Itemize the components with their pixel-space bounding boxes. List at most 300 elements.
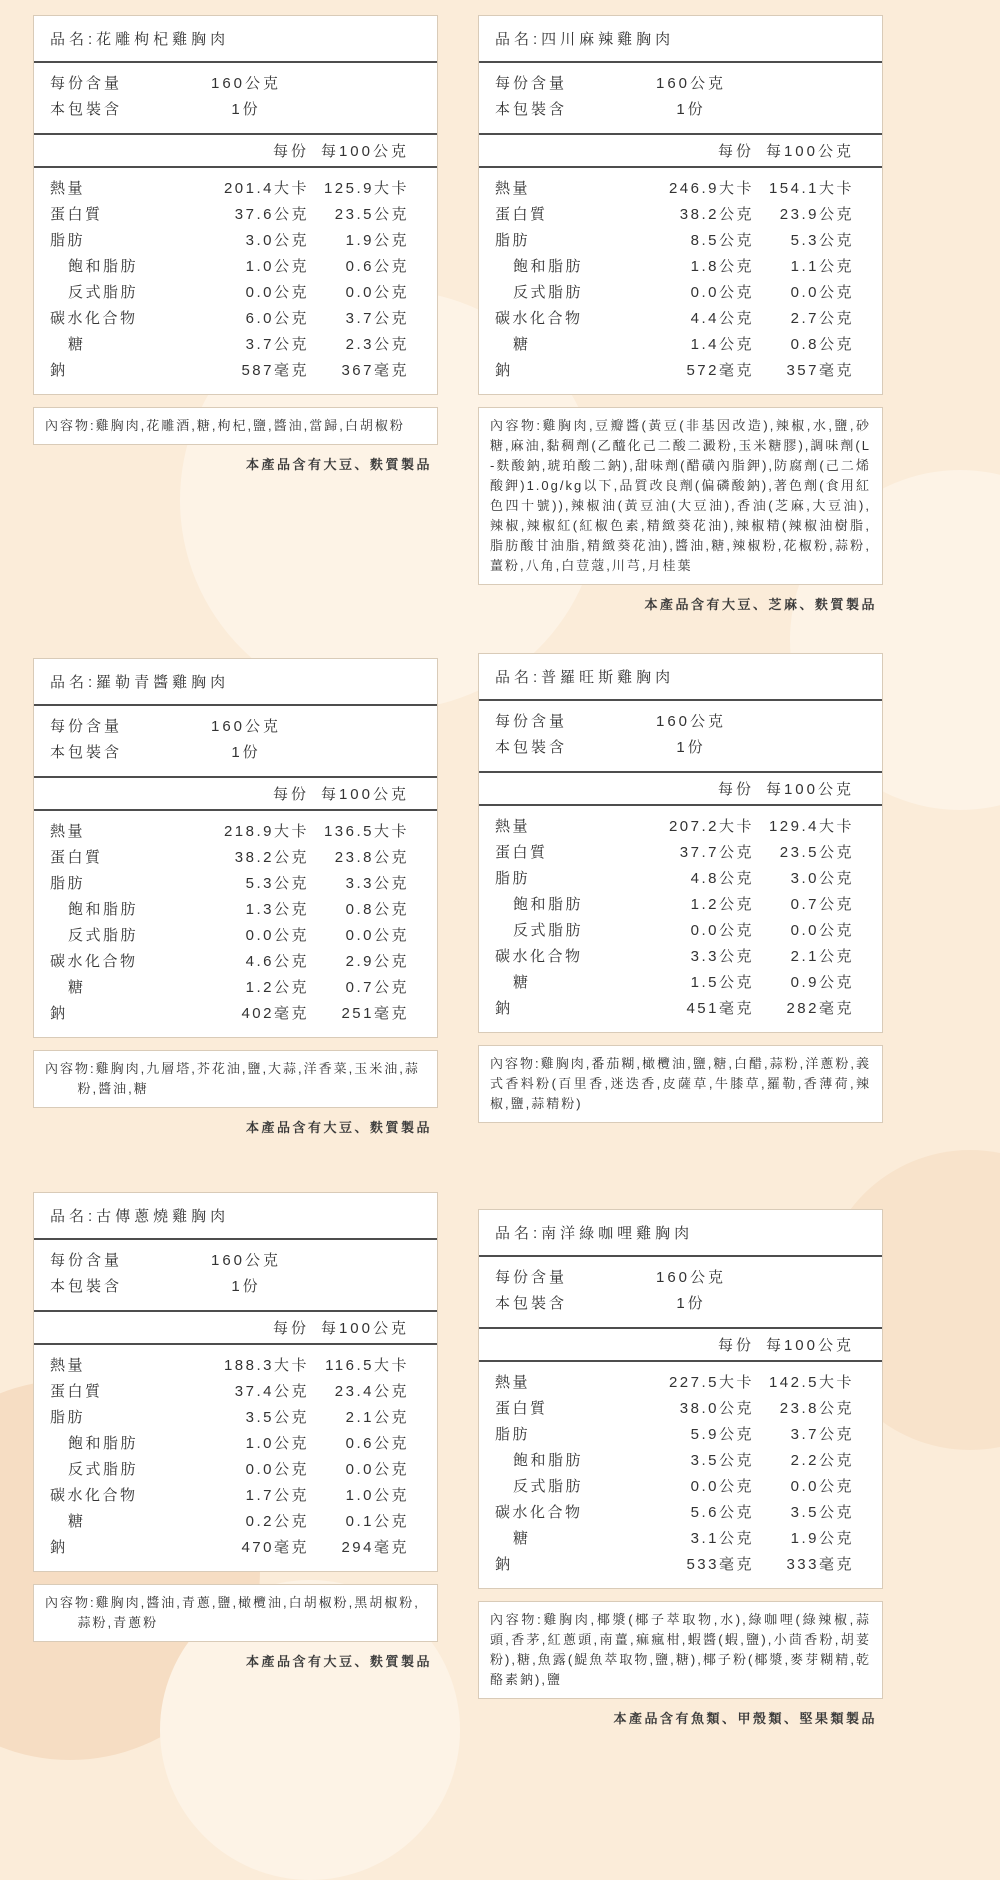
per-100g-value: 2.9公克 — [345, 953, 409, 970]
product-name-row — [34, 16, 437, 61]
serving-info-section — [34, 61, 437, 133]
nutrient-label: 飽和脂肪 — [513, 896, 584, 913]
nutrient-row-calories — [50, 176, 409, 202]
per-serving-value: 1.3公克 — [245, 901, 309, 918]
per-100g-value: 0.0公克 — [790, 1478, 854, 1495]
product-name: 古傳蔥燒雞胸肉 — [96, 1208, 230, 1225]
nutrient-label: 鈉 — [50, 1005, 68, 1022]
nutrients-table — [34, 1343, 437, 1571]
per-100g-value: 0.9公克 — [790, 974, 854, 991]
per-serving-value: 5.9公克 — [690, 1426, 754, 1443]
nutrient-row-trans-fat — [495, 280, 854, 306]
product-name-row — [479, 16, 882, 61]
package-servings-value: 1份 — [676, 1295, 706, 1312]
nutrient-row-saturated-fat — [495, 1448, 854, 1474]
ingredients-text: 內容物:雞胸肉,豆瓣醬(黃豆(非基因改造),辣椒,水,鹽,砂糖,麻油,黏稠劑(乙醯化己二酸二澱粉,玉米糖膠),調味劑(L-麩酸鈉,琥珀酸二鈉),甜味劑(醋磺內脂鉀),防腐劑(己二烯酸鉀)1.0g/kg以下,品質改良劑(偏磷酸鈉),著色劑(食用紅色四十號)),辣椒油(黃豆油(大豆油),香油(芝麻,大豆油),辣椒,辣椒紅(紅椒色素,精緻葵花油),辣椒精(辣椒油樹脂,脂肪酸甘油脂,精緻葵花油),醬油,糖,辣椒粉,花椒粉,蒜粉,薑粉,八角,白荳蔻,川芎,月桂葉 — [490, 418, 871, 573]
nutrient-label: 碳水化合物 — [50, 310, 138, 327]
per-serving-value: 37.4公克 — [234, 1383, 309, 1400]
nutrient-row-fat — [495, 866, 854, 892]
nutrient-label: 反式脂肪 — [513, 1478, 584, 1495]
per-serving-value: 246.9大卡 — [668, 180, 754, 197]
nutrient-row-sugar — [50, 1509, 409, 1535]
per-serving-value: 3.0公克 — [245, 232, 309, 249]
per-100g-value: 3.5公克 — [790, 1504, 854, 1521]
nutrient-label: 反式脂肪 — [513, 284, 584, 301]
per-100g-value: 0.0公克 — [790, 922, 854, 939]
product-name-row — [479, 654, 882, 699]
nutrient-row-trans-fat — [50, 1457, 409, 1483]
per-100g-value: 116.5大卡 — [325, 1357, 409, 1374]
per-100g-value: 142.5大卡 — [768, 1374, 854, 1391]
per-100g-value: 0.0公克 — [790, 284, 854, 301]
serving-info-section — [479, 1255, 882, 1327]
per-100g-value: 0.0公克 — [345, 284, 409, 301]
product-name-row — [34, 659, 437, 704]
per-100g-column-header: 每100公克 — [320, 786, 409, 803]
per-100g-value: 2.3公克 — [345, 336, 409, 353]
per-100g-column-header: 每100公克 — [765, 781, 854, 798]
nutrient-label: 飽和脂肪 — [513, 1452, 584, 1469]
per-100g-value: 2.2公克 — [790, 1452, 854, 1469]
per-serving-value: 1.2公克 — [245, 979, 309, 996]
per-serving-value: 37.7公克 — [679, 844, 754, 861]
product-name: 南洋綠咖哩雞胸肉 — [541, 1225, 694, 1242]
serving-size-value: 160公克 — [655, 75, 727, 92]
nutrient-row-fat — [495, 228, 854, 254]
nutrient-label: 反式脂肪 — [68, 284, 139, 301]
nutrient-label: 脂肪 — [495, 1426, 531, 1443]
nutrient-label: 碳水化合物 — [50, 953, 138, 970]
per-serving-value: 1.2公克 — [690, 896, 754, 913]
nutrient-row-sodium — [50, 1535, 409, 1561]
per-100g-value: 0.8公克 — [790, 336, 854, 353]
serving-size-row — [479, 1265, 882, 1291]
per-serving-value: 8.5公克 — [690, 232, 754, 249]
per-100g-value: 23.8公克 — [334, 849, 409, 866]
per-serving-value: 3.7公克 — [245, 336, 309, 353]
package-servings-row — [34, 97, 437, 123]
product-name-label: 品名: — [495, 1225, 542, 1242]
nutrient-row-calories — [495, 176, 854, 202]
package-servings-row — [479, 1291, 882, 1317]
nutrient-row-saturated-fat — [50, 1431, 409, 1457]
serving-size-label: 每份含量 — [50, 75, 123, 92]
nutrition-label-card — [33, 15, 438, 473]
nutrition-label-card — [33, 1192, 438, 1670]
nutrient-row-fat — [495, 1422, 854, 1448]
serving-size-value: 160公克 — [210, 718, 282, 735]
nutrient-label: 糖 — [68, 336, 86, 353]
per-serving-value: 4.8公克 — [690, 870, 754, 887]
nutrition-label-card — [478, 1209, 883, 1727]
per-100g-value: 125.9大卡 — [323, 180, 409, 197]
per-100g-value: 367毫克 — [341, 362, 409, 379]
nutrient-row-trans-fat — [50, 923, 409, 949]
nutrient-row-calories — [50, 819, 409, 845]
product-name-row — [34, 1193, 437, 1238]
nutrient-label: 熱量 — [495, 1374, 531, 1391]
per-serving-value: 572毫克 — [686, 362, 754, 379]
nutrient-label: 飽和脂肪 — [513, 258, 584, 275]
nutrient-label: 蛋白質 — [495, 206, 548, 223]
per-serving-value: 0.0公克 — [245, 1461, 309, 1478]
product-name-label: 品名: — [495, 669, 542, 686]
nutrient-row-protein — [495, 202, 854, 228]
ingredients-text: 內容物:雞胸肉,花雕酒,糖,枸杞,鹽,醬油,當歸,白胡椒粉 — [45, 418, 405, 433]
nutrient-label: 鈉 — [495, 1000, 513, 1017]
serving-size-value: 160公克 — [655, 1269, 727, 1286]
ingredients-box — [33, 407, 438, 445]
nutrients-table — [479, 804, 882, 1032]
serving-size-label: 每份含量 — [495, 713, 568, 730]
per-serving-value: 533毫克 — [686, 1556, 754, 1573]
nutrient-label: 糖 — [513, 1530, 531, 1547]
nutrient-row-trans-fat — [495, 918, 854, 944]
per-100g-value: 5.3公克 — [790, 232, 854, 249]
per-serving-value: 38.2公克 — [234, 849, 309, 866]
allergen-note: 本產品含有大豆、麩質製品 — [245, 1654, 432, 1669]
per-serving-column-header: 每份 — [717, 143, 754, 160]
package-servings-label: 本包裝含 — [495, 1295, 568, 1312]
per-100g-value: 0.7公克 — [790, 896, 854, 913]
ingredients-text: 內容物:雞胸肉,椰漿(椰子萃取物,水),綠咖哩(綠辣椒,蒜頭,香茅,紅蔥頭,南薑,痲瘋柑,蝦醬(蝦,鹽),小茴香粉,胡荽粉),糖,魚露(鯷魚萃取物,鹽,糖),椰子粉(椰漿,麥芽糊精,乾酪素鈉),鹽 — [490, 1612, 871, 1687]
nutrient-row-carbohydrate — [495, 1500, 854, 1526]
per-serving-column-header: 每份 — [717, 781, 754, 798]
column-header-row — [479, 1327, 882, 1360]
package-servings-row — [34, 1274, 437, 1300]
per-100g-value: 0.6公克 — [345, 1435, 409, 1452]
nutrient-label: 脂肪 — [50, 1409, 86, 1426]
nutrient-row-saturated-fat — [50, 897, 409, 923]
nutrition-label-card — [478, 15, 883, 613]
nutrients-table — [34, 166, 437, 394]
per-serving-value: 5.3公克 — [245, 875, 309, 892]
per-serving-value: 38.0公克 — [679, 1400, 754, 1417]
nutrient-label: 蛋白質 — [495, 1400, 548, 1417]
nutrient-row-saturated-fat — [495, 254, 854, 280]
nutrient-label: 糖 — [513, 974, 531, 991]
nutrient-label: 碳水化合物 — [50, 1487, 138, 1504]
nutrient-row-sodium — [495, 996, 854, 1022]
nutrition-facts-box — [33, 658, 438, 1038]
per-serving-value: 1.5公克 — [690, 974, 754, 991]
nutrition-facts-box — [478, 653, 883, 1033]
product-name: 普羅旺斯雞胸肉 — [541, 669, 675, 686]
package-servings-label: 本包裝含 — [495, 101, 568, 118]
serving-size-value: 160公克 — [210, 75, 282, 92]
per-100g-value: 3.7公克 — [790, 1426, 854, 1443]
serving-info-section — [34, 1238, 437, 1310]
column-header-row — [479, 133, 882, 166]
nutrient-label: 熱量 — [50, 180, 86, 197]
allergen-note: 本產品含有大豆、麩質製品 — [245, 457, 432, 472]
nutrient-row-saturated-fat — [50, 254, 409, 280]
nutrient-row-sodium — [495, 358, 854, 384]
per-100g-value: 0.8公克 — [345, 901, 409, 918]
left-column — [33, 15, 438, 1670]
per-serving-value: 4.4公克 — [690, 310, 754, 327]
per-serving-value: 227.5大卡 — [668, 1374, 754, 1391]
nutrient-row-carbohydrate — [50, 1483, 409, 1509]
nutrient-label: 脂肪 — [495, 232, 531, 249]
per-100g-value: 3.7公克 — [345, 310, 409, 327]
ingredients-box — [478, 1601, 883, 1699]
per-100g-value: 0.0公克 — [345, 1461, 409, 1478]
per-serving-value: 402毫克 — [241, 1005, 309, 1022]
per-100g-value: 0.1公克 — [345, 1513, 409, 1530]
nutrient-label: 蛋白質 — [50, 206, 103, 223]
product-name-label: 品名: — [50, 674, 97, 691]
per-100g-value: 129.4大卡 — [768, 818, 854, 835]
serving-size-row — [479, 71, 882, 97]
package-servings-row — [34, 740, 437, 766]
nutrient-label: 糖 — [68, 1513, 86, 1530]
ingredients-text: 內容物:雞胸肉,醬油,青蔥,鹽,橄欖油,白胡椒粉,黑胡椒粉,蒜粉,青蔥粉 — [45, 1595, 420, 1630]
per-serving-value: 0.0公克 — [690, 284, 754, 301]
package-servings-value: 1份 — [231, 1278, 261, 1295]
package-servings-value: 1份 — [231, 744, 261, 761]
nutrient-row-sodium — [495, 1552, 854, 1578]
per-serving-value: 5.6公克 — [690, 1504, 754, 1521]
nutrient-row-carbohydrate — [50, 306, 409, 332]
product-name-label: 品名: — [50, 31, 97, 48]
nutrition-label-card — [33, 658, 438, 1136]
per-serving-value: 207.2大卡 — [668, 818, 754, 835]
nutrient-label: 脂肪 — [50, 875, 86, 892]
product-name-row — [479, 1210, 882, 1255]
serving-size-label: 每份含量 — [495, 1269, 568, 1286]
nutrient-row-calories — [495, 814, 854, 840]
nutrient-row-protein — [50, 845, 409, 871]
nutrients-table — [479, 166, 882, 394]
nutrient-row-carbohydrate — [495, 306, 854, 332]
package-servings-row — [479, 735, 882, 761]
per-serving-value: 188.3大卡 — [223, 1357, 309, 1374]
nutrient-row-sugar — [495, 970, 854, 996]
nutrient-row-protein — [495, 840, 854, 866]
nutrient-row-trans-fat — [50, 280, 409, 306]
nutrient-label: 鈉 — [50, 1539, 68, 1556]
per-serving-value: 0.0公克 — [245, 284, 309, 301]
per-serving-column-header: 每份 — [272, 786, 309, 803]
ingredients-text: 內容物:雞胸肉,九層塔,芥花油,鹽,大蒜,洋香菜,玉米油,蒜粉,醬油,糖 — [45, 1061, 420, 1096]
per-serving-column-header: 每份 — [272, 1320, 309, 1337]
nutrition-label-card — [478, 653, 883, 1123]
per-serving-value: 3.5公克 — [690, 1452, 754, 1469]
per-100g-value: 333毫克 — [786, 1556, 854, 1573]
nutrient-row-sugar — [50, 332, 409, 358]
per-serving-value: 1.4公克 — [690, 336, 754, 353]
serving-info-section — [479, 699, 882, 771]
allergen-note: 本產品含有大豆、芝麻、麩質製品 — [644, 597, 877, 612]
per-100g-column-header: 每100公克 — [765, 1337, 854, 1354]
per-serving-value: 38.2公克 — [679, 206, 754, 223]
serving-size-label: 每份含量 — [495, 75, 568, 92]
nutrient-row-protein — [50, 1379, 409, 1405]
per-serving-value: 0.0公克 — [690, 922, 754, 939]
per-100g-value: 1.9公克 — [345, 232, 409, 249]
right-column — [478, 15, 883, 1727]
per-100g-value: 1.1公克 — [790, 258, 854, 275]
per-100g-value: 0.6公克 — [345, 258, 409, 275]
nutrition-facts-box — [478, 1209, 883, 1589]
nutrient-label: 脂肪 — [495, 870, 531, 887]
per-100g-value: 23.4公克 — [334, 1383, 409, 1400]
product-name: 花雕枸杞雞胸肉 — [96, 31, 230, 48]
nutrient-row-carbohydrate — [50, 949, 409, 975]
product-name-label: 品名: — [495, 31, 542, 48]
ingredients-text: 內容物:雞胸肉,番茄糊,橄欖油,鹽,糖,白醋,蒜粉,洋蔥粉,義式香料粉(百里香,迷迭香,皮薩草,牛膝草,羅勒,香薄荷,辣椒,鹽,蒜精粉) — [490, 1056, 871, 1111]
nutrient-label: 鈉 — [495, 1556, 513, 1573]
nutrient-label: 熱量 — [495, 180, 531, 197]
per-100g-value: 2.7公克 — [790, 310, 854, 327]
per-100g-column-header: 每100公克 — [765, 143, 854, 160]
serving-size-row — [479, 709, 882, 735]
nutrient-label: 熱量 — [495, 818, 531, 835]
package-servings-value: 1份 — [231, 101, 261, 118]
column-header-row — [34, 776, 437, 809]
column-header-row — [479, 771, 882, 804]
allergen-note: 本產品含有魚類、甲殼類、堅果類製品 — [613, 1711, 877, 1726]
nutrient-label: 蛋白質 — [495, 844, 548, 861]
nutrient-row-fat — [50, 228, 409, 254]
per-serving-value: 1.0公克 — [245, 258, 309, 275]
serving-size-row — [34, 1248, 437, 1274]
nutrient-row-carbohydrate — [495, 944, 854, 970]
nutrient-row-sugar — [495, 332, 854, 358]
ingredients-box — [478, 407, 883, 585]
per-100g-value: 136.5大卡 — [323, 823, 409, 840]
per-serving-value: 3.3公克 — [690, 948, 754, 965]
nutrient-label: 鈉 — [50, 362, 68, 379]
nutrient-label: 熱量 — [50, 1357, 86, 1374]
per-serving-value: 218.9大卡 — [223, 823, 309, 840]
per-100g-value: 154.1大卡 — [768, 180, 854, 197]
per-100g-value: 1.9公克 — [790, 1530, 854, 1547]
ingredients-box — [33, 1050, 438, 1108]
nutrient-row-sodium — [50, 358, 409, 384]
product-name: 羅勒青醬雞胸肉 — [96, 674, 230, 691]
package-servings-value: 1份 — [676, 101, 706, 118]
serving-size-row — [34, 71, 437, 97]
product-name-label: 品名: — [50, 1208, 97, 1225]
nutrient-label: 碳水化合物 — [495, 1504, 583, 1521]
nutrients-table — [479, 1360, 882, 1588]
per-serving-value: 0.0公克 — [245, 927, 309, 944]
serving-size-label: 每份含量 — [50, 1252, 123, 1269]
per-100g-value: 2.1公克 — [790, 948, 854, 965]
per-100g-value: 282毫克 — [786, 1000, 854, 1017]
per-100g-value: 1.0公克 — [345, 1487, 409, 1504]
per-serving-value: 37.6公克 — [234, 206, 309, 223]
per-100g-value: 3.0公克 — [790, 870, 854, 887]
nutrition-facts-box — [33, 1192, 438, 1572]
per-100g-value: 2.1公克 — [345, 1409, 409, 1426]
per-100g-value: 23.5公克 — [779, 844, 854, 861]
serving-size-value: 160公克 — [655, 713, 727, 730]
per-100g-value: 23.5公克 — [334, 206, 409, 223]
per-serving-value: 451毫克 — [686, 1000, 754, 1017]
package-servings-label: 本包裝含 — [50, 744, 123, 761]
nutrient-row-sugar — [495, 1526, 854, 1552]
per-100g-value: 23.9公克 — [779, 206, 854, 223]
package-servings-label: 本包裝含 — [50, 101, 123, 118]
per-100g-value: 23.8公克 — [779, 1400, 854, 1417]
nutrient-row-fat — [50, 871, 409, 897]
nutrient-label: 糖 — [513, 336, 531, 353]
nutrient-label: 熱量 — [50, 823, 86, 840]
serving-info-section — [479, 61, 882, 133]
per-serving-value: 1.7公克 — [245, 1487, 309, 1504]
nutrient-label: 蛋白質 — [50, 849, 103, 866]
nutrients-table — [34, 809, 437, 1037]
nutrient-label: 反式脂肪 — [68, 927, 139, 944]
nutrient-label: 反式脂肪 — [68, 1461, 139, 1478]
nutrient-row-sugar — [50, 975, 409, 1001]
per-serving-value: 470毫克 — [241, 1539, 309, 1556]
nutrient-label: 碳水化合物 — [495, 310, 583, 327]
package-servings-label: 本包裝含 — [50, 1278, 123, 1295]
per-serving-value: 201.4大卡 — [223, 180, 309, 197]
nutrient-row-sodium — [50, 1001, 409, 1027]
nutrient-label: 脂肪 — [50, 232, 86, 249]
nutrient-label: 飽和脂肪 — [68, 901, 139, 918]
ingredients-box — [33, 1584, 438, 1642]
nutrient-row-protein — [50, 202, 409, 228]
nutrient-row-calories — [50, 1353, 409, 1379]
per-serving-value: 587毫克 — [241, 362, 309, 379]
per-serving-value: 1.0公克 — [245, 1435, 309, 1452]
per-100g-value: 294毫克 — [341, 1539, 409, 1556]
per-serving-value: 1.8公克 — [690, 258, 754, 275]
package-servings-row — [479, 97, 882, 123]
per-100g-value: 251毫克 — [341, 1005, 409, 1022]
per-100g-column-header: 每100公克 — [320, 143, 409, 160]
product-name: 四川麻辣雞胸肉 — [541, 31, 675, 48]
per-100g-value: 3.3公克 — [345, 875, 409, 892]
serving-size-value: 160公克 — [210, 1252, 282, 1269]
nutrient-row-protein — [495, 1396, 854, 1422]
package-servings-label: 本包裝含 — [495, 739, 568, 756]
serving-size-row — [34, 714, 437, 740]
per-serving-value: 0.0公克 — [690, 1478, 754, 1495]
serving-info-section — [34, 704, 437, 776]
per-100g-value: 357毫克 — [786, 362, 854, 379]
nutrient-label: 鈉 — [495, 362, 513, 379]
per-serving-value: 3.5公克 — [245, 1409, 309, 1426]
serving-size-label: 每份含量 — [50, 718, 123, 735]
nutrient-row-calories — [495, 1370, 854, 1396]
package-servings-value: 1份 — [676, 739, 706, 756]
nutrient-label: 蛋白質 — [50, 1383, 103, 1400]
per-serving-value: 0.2公克 — [245, 1513, 309, 1530]
nutrient-label: 飽和脂肪 — [68, 258, 139, 275]
column-header-row — [34, 133, 437, 166]
nutrient-row-saturated-fat — [495, 892, 854, 918]
per-serving-column-header: 每份 — [272, 143, 309, 160]
nutrient-label: 糖 — [68, 979, 86, 996]
allergen-note: 本產品含有大豆、麩質製品 — [245, 1120, 432, 1135]
per-100g-column-header: 每100公克 — [320, 1320, 409, 1337]
per-serving-value: 3.1公克 — [690, 1530, 754, 1547]
nutrition-facts-box — [33, 15, 438, 395]
nutrient-row-fat — [50, 1405, 409, 1431]
nutrition-facts-box — [478, 15, 883, 395]
per-serving-column-header: 每份 — [717, 1337, 754, 1354]
nutrient-row-trans-fat — [495, 1474, 854, 1500]
ingredients-box — [478, 1045, 883, 1123]
per-100g-value: 0.0公克 — [345, 927, 409, 944]
